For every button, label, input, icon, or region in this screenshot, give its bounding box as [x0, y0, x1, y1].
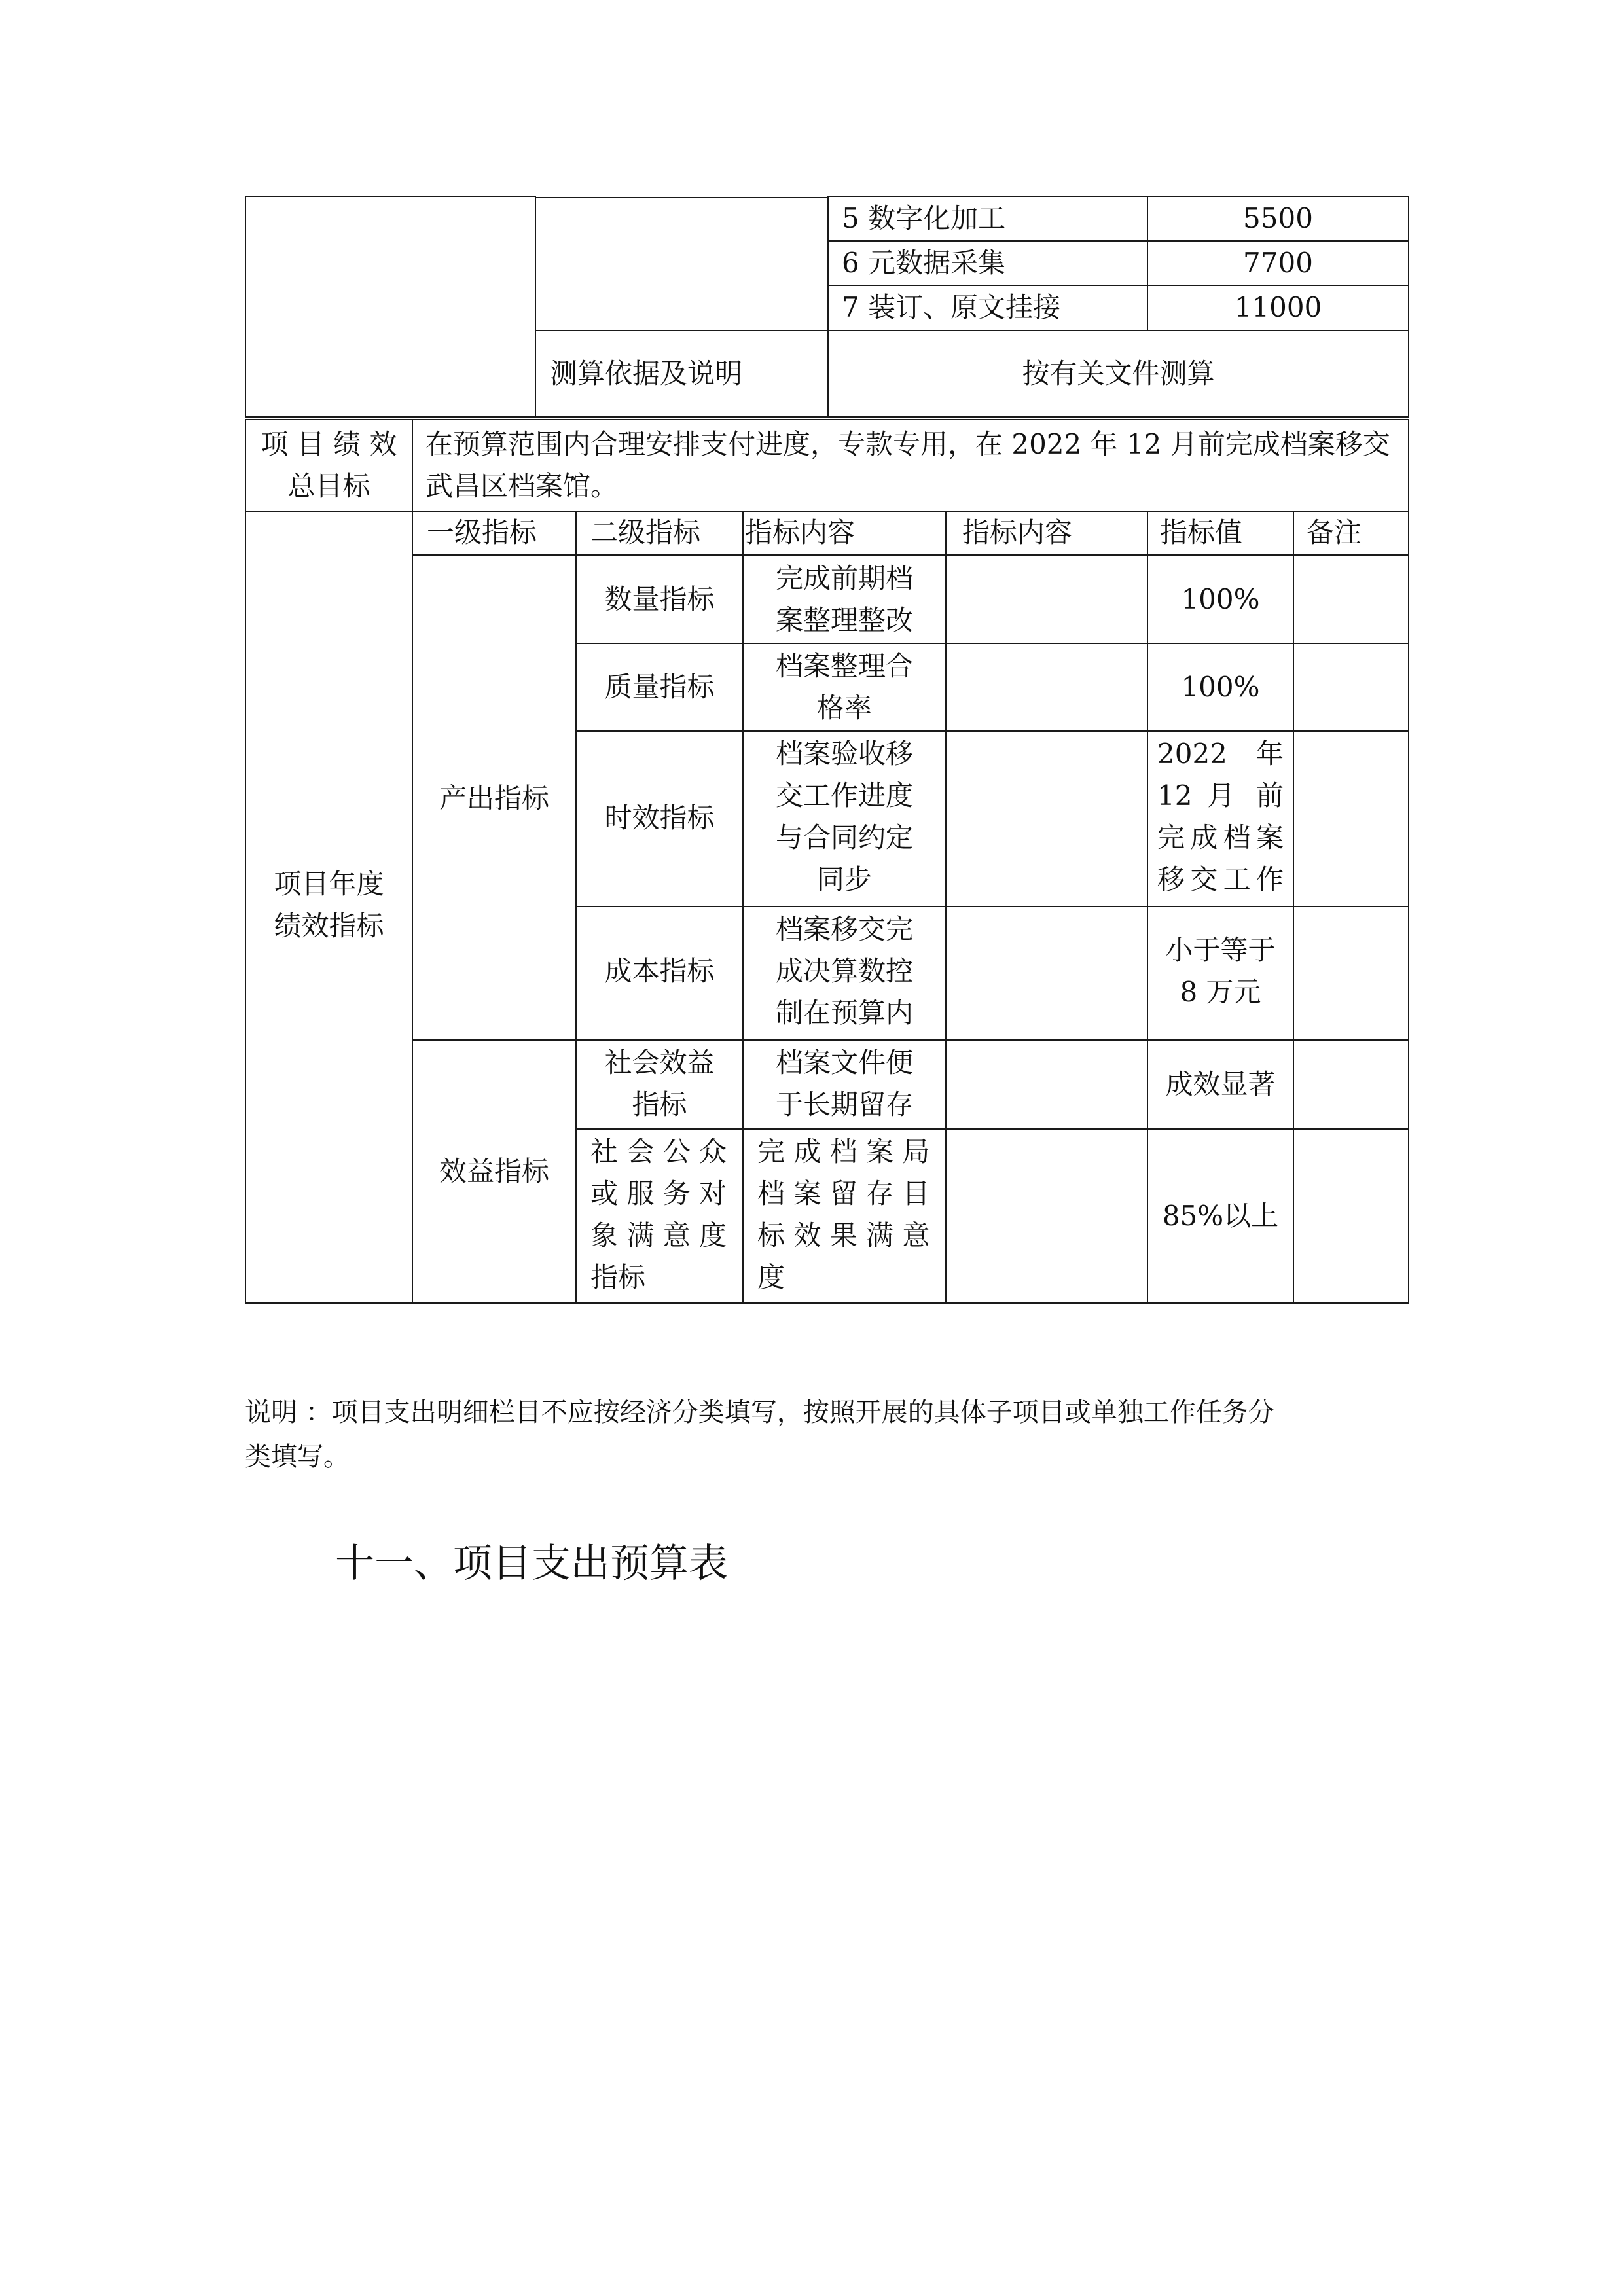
header-content-2: 指标内容 — [962, 516, 1073, 548]
budget-item-amount: 11000 — [1234, 291, 1322, 323]
budget-item-name: 5 数字化加工 — [842, 202, 1006, 234]
header-value: 指标值 — [1160, 516, 1243, 548]
content2-cell — [945, 643, 1148, 732]
indicator-content: 档案移交完 成决算数控 制在预算内 — [775, 913, 913, 1029]
indicator-value: 2022 年 12 月 前完成档案移交工作 — [1157, 738, 1284, 895]
budget-item-amount: 7700 — [1243, 247, 1313, 279]
header-content: 指标内容 — [745, 516, 856, 548]
budget-item-amount: 5500 — [1243, 202, 1313, 234]
overall-goal-text: 在预算范围内合理安排支付进度，专款专用，在 2022 年 12 月前完成档案移交武昌区档案馆。 — [425, 428, 1390, 502]
footnote: 说明 ：项目支出明细栏目不应按经济分类填写，按照开展的具体子项目或单独工作任务分 类填写。 — [245, 1397, 1274, 1472]
indicator-value: 85%以上 — [1162, 1200, 1279, 1232]
indicators-section-label: 项目年度 绩效指标 — [274, 868, 384, 942]
indicator-content: 档案整理合 格率 — [775, 650, 913, 724]
note-cell — [1293, 555, 1409, 644]
benefit-indicator-label: 效益指标 — [439, 1155, 549, 1187]
content2-cell — [945, 1039, 1148, 1130]
budget-item-name: 6 元数据采集 — [842, 247, 1006, 279]
budget-block-left-cell — [245, 196, 536, 418]
budget-item-name: 7 装订、原文挂接 — [842, 291, 1061, 323]
output-indicator-label: 产出指标 — [439, 782, 549, 814]
note-cell — [1293, 906, 1409, 1041]
level2-label: 数量指标 — [604, 583, 715, 615]
indicator-value: 成效显著 — [1165, 1068, 1276, 1100]
level2-label: 社 会 公 众 或 服 务 对 象 满 意 度 指标 — [590, 1136, 727, 1293]
calc-basis-value: 按有关文件测算 — [1022, 357, 1215, 389]
content2-cell — [945, 555, 1148, 644]
content2-cell — [945, 730, 1148, 907]
note-cell — [1293, 1039, 1409, 1130]
note-cell — [1293, 1128, 1409, 1304]
header-note: 备注 — [1307, 516, 1362, 548]
note-cell — [1293, 643, 1409, 732]
level2-label: 质量指标 — [604, 671, 715, 703]
indicator-content: 完成前期档 案整理整改 — [775, 562, 913, 636]
indicator-content: 档案验收移 交工作进度 与合同约定 同步 — [775, 738, 913, 895]
indicator-value: 100% — [1181, 671, 1260, 703]
content2-cell — [945, 1128, 1148, 1304]
overall-goal-label: 项 目 绩 效 总目标 — [261, 428, 397, 502]
content2-cell — [945, 906, 1148, 1041]
indicator-value: 小于等于 8 万元 — [1165, 934, 1276, 1008]
header-level2: 二级指标 — [590, 516, 701, 548]
level2-label: 时效指标 — [604, 802, 715, 834]
level2-label: 社会效益 指标 — [604, 1047, 715, 1121]
calc-basis-label: 测算依据及说明 — [550, 357, 743, 389]
budget-block-middle-cell — [535, 197, 829, 331]
header-level1: 一级指标 — [427, 516, 537, 548]
note-cell — [1293, 730, 1409, 907]
level2-label: 成本指标 — [604, 955, 715, 987]
indicator-content: 完 成 档 案 局 档 案 留 存 目 标 效 果 满 意 度 — [757, 1136, 930, 1293]
section-heading: 十一、项目支出预算表 — [335, 1541, 728, 1587]
indicator-content: 档案文件便 于长期留存 — [775, 1047, 913, 1121]
indicator-value: 100% — [1181, 583, 1260, 615]
